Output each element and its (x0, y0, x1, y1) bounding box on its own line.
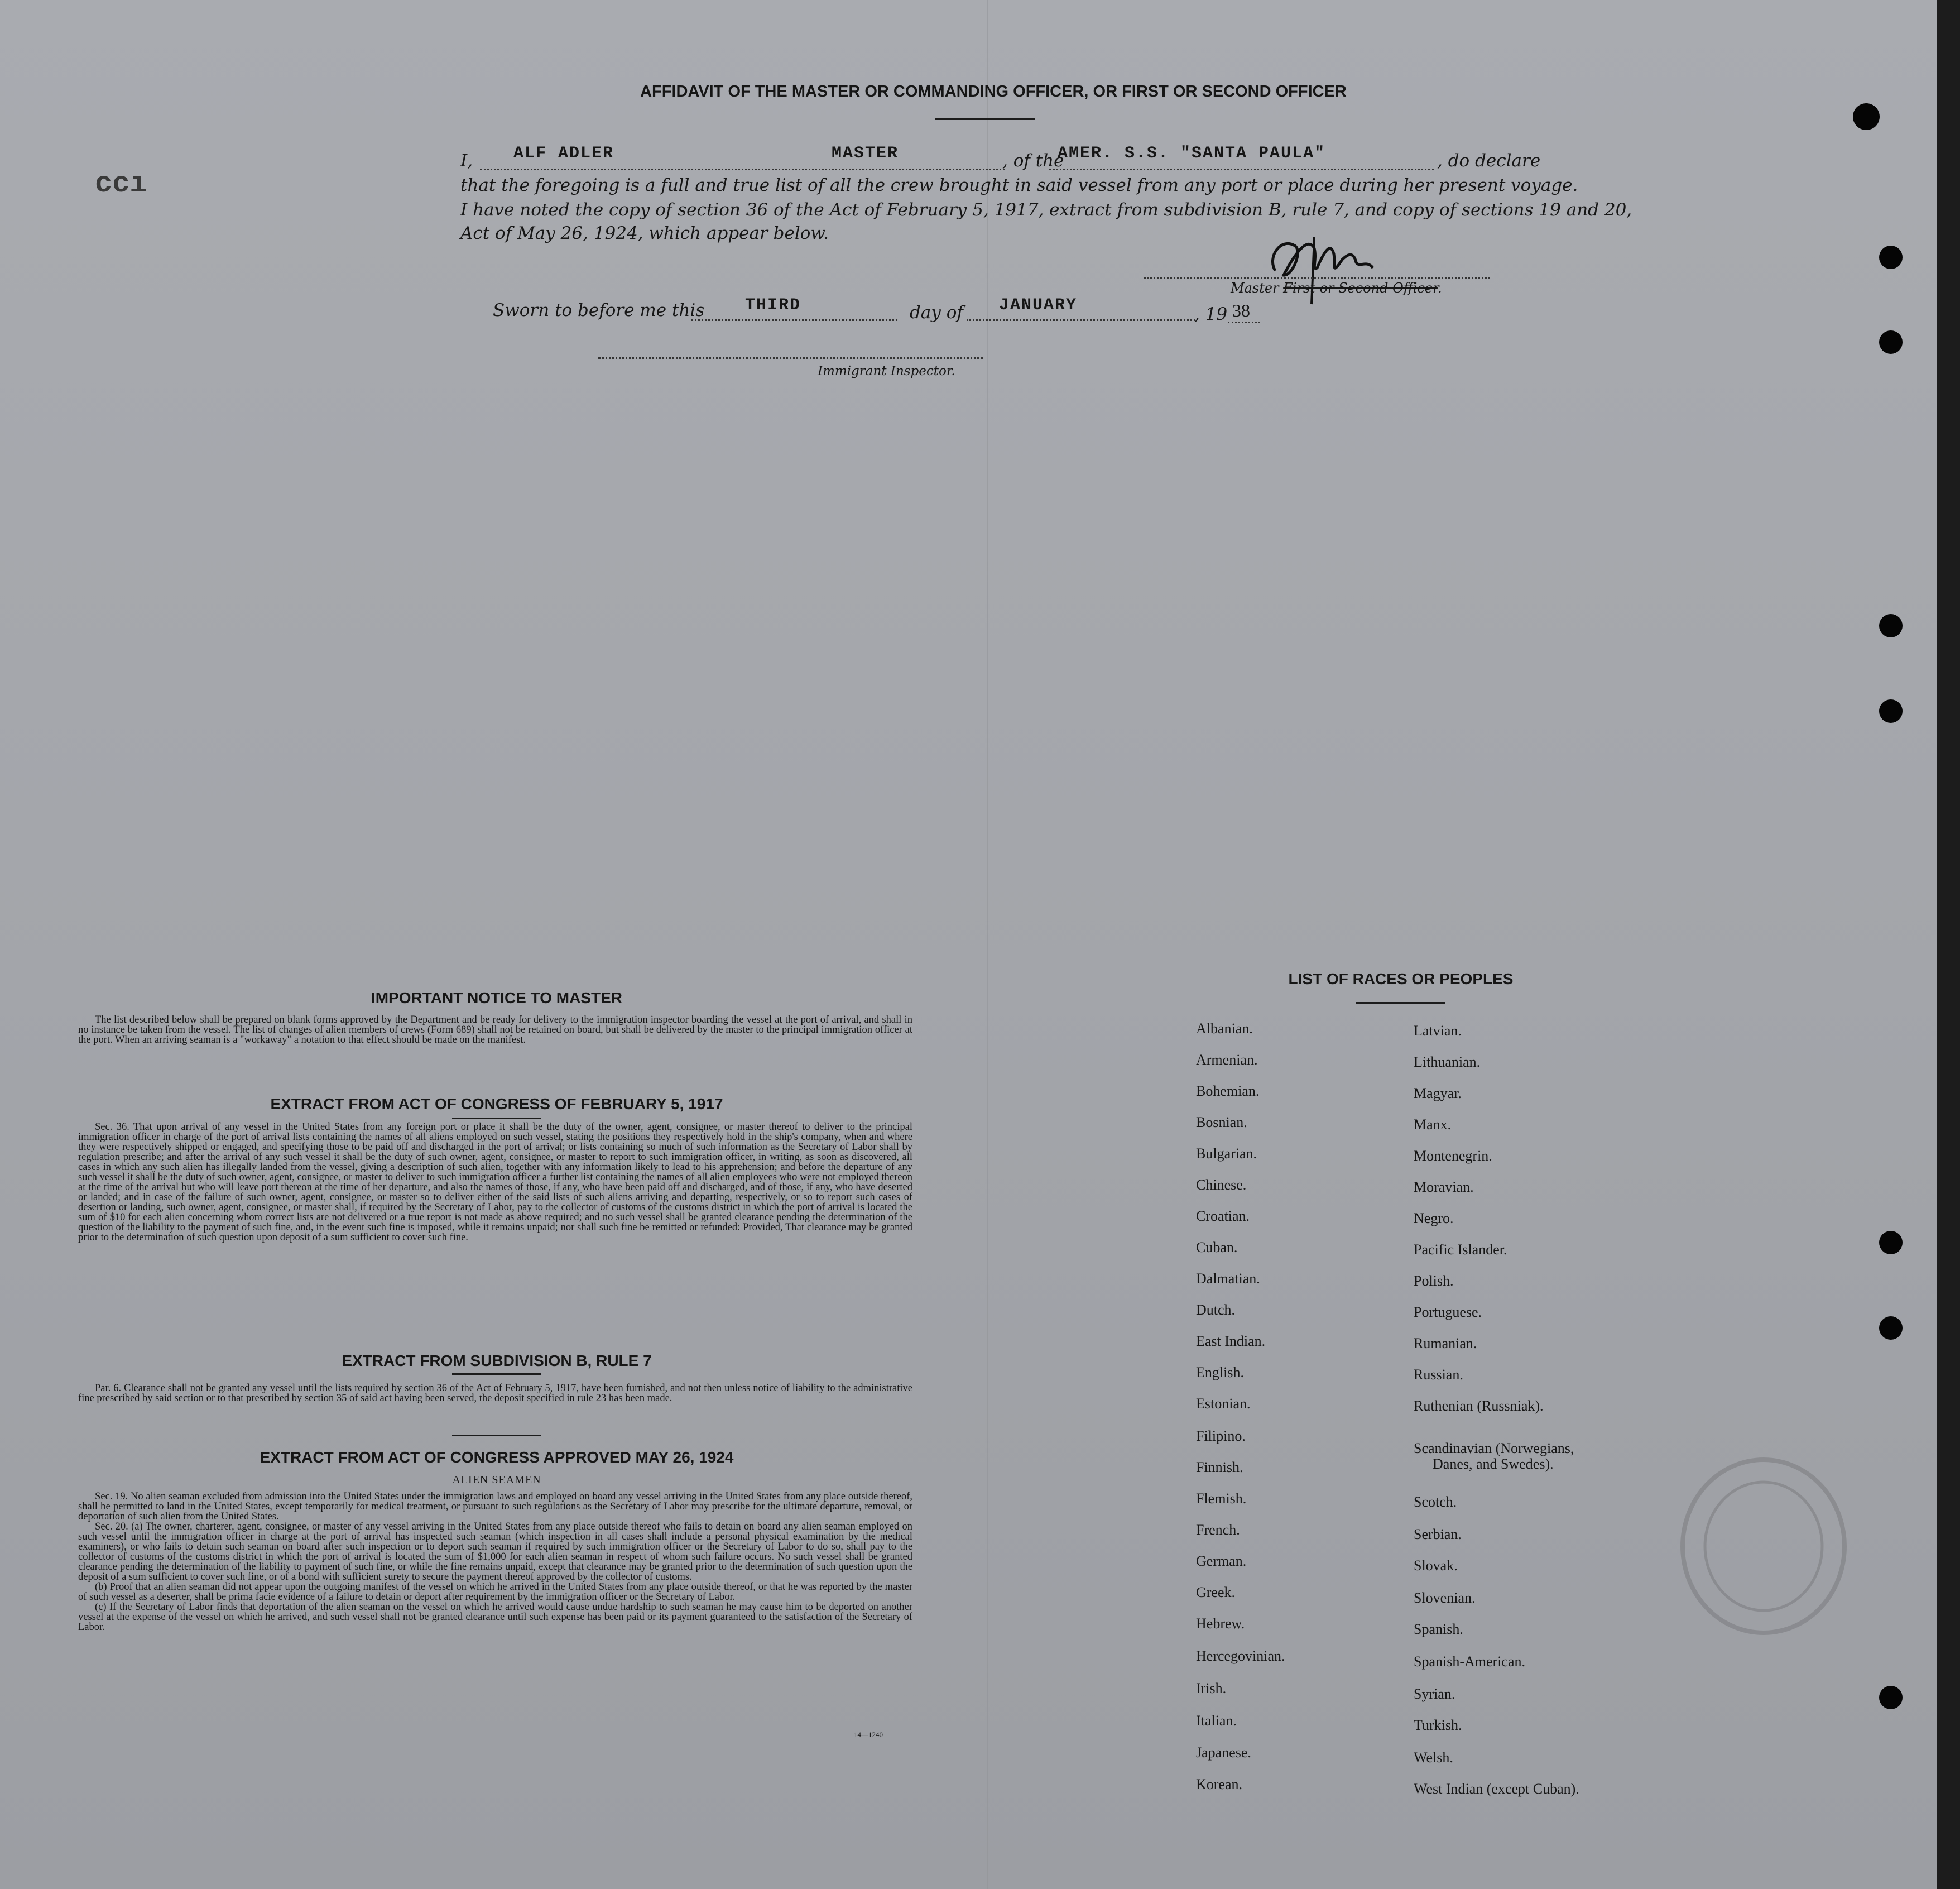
race-item: East Indian. (1196, 1333, 1266, 1349)
name-line (480, 169, 1005, 170)
race-item: Negro. (1414, 1210, 1454, 1226)
race-item: Magyar. (1414, 1085, 1462, 1101)
i-label: I, (460, 151, 473, 171)
race-item: Flemish. (1196, 1490, 1247, 1507)
affidavit-line-4: Act of May 26, 1924, which appear below. (460, 223, 829, 243)
race-item: Spanish. (1414, 1621, 1463, 1637)
race-item: West Indian (except Cuban). (1414, 1781, 1579, 1797)
race-item: Japanese. (1196, 1744, 1251, 1761)
binder-hole (1879, 246, 1903, 269)
year-prefix: , 19 (1194, 304, 1228, 324)
inspector-line (598, 357, 983, 359)
race-item: English. (1196, 1364, 1244, 1380)
master-name: ALF ADLER (513, 144, 614, 163)
race-item: Welsh. (1414, 1749, 1453, 1766)
binder-hole (1879, 1231, 1903, 1254)
race-item: Irish. (1196, 1680, 1227, 1696)
notice-heading: IMPORTANT NOTICE TO MASTER (371, 989, 623, 1006)
extract-1917-text (78, 1122, 912, 1243)
race-item: Scotch. (1414, 1494, 1457, 1510)
race-item: Armenian. (1196, 1052, 1258, 1068)
race-item: Albanian. (1196, 1020, 1253, 1037)
sworn-day: THIRD (745, 296, 801, 315)
race-item: Serbian. (1414, 1526, 1462, 1542)
race-item: Slovenian. (1414, 1590, 1476, 1606)
race-item: Slovak. (1414, 1557, 1458, 1574)
sworn-day-line (691, 319, 897, 321)
signer-master: Master (1231, 280, 1279, 296)
sworn-label: Sworn to before me this (493, 300, 705, 320)
month-line (967, 319, 1195, 321)
race-item: Syrian. (1414, 1686, 1455, 1702)
sworn-month: JANUARY (999, 296, 1078, 315)
section-20a: Sec. 20. (a) The owner, charterer, agent, consignee, or master of any vessel arriving in the United States from any place outside thereof who fails to detain on board any alien seaman employed on such vessel until the immigration officer in charge at the port of arrival has inspected such seaman (which inspection in all cases shall include a personal physical examination by the medical examiners), or who fails to detain such seaman on board after such inspection or to deport such seaman if required by such immigration officer or the Secretary of Labor to do so, shall pay to the collector of customs of the customs district in which the port of arrival is located the sum of $1,000 for each alien seaman in respect of whom such failure occurs. No such vessel shall be granted clearance pending the determination of the liability to payment of such fine, or while the fine remains unpaid, except that clearance may be granted prior to the determination of such question upon the deposit of a sum sufficient to cover such fine, or of a bond with sufficient surety to secure the payment thereof approved by the collector of customs. (78, 1521, 912, 1583)
race-item: Spanish-American. (1414, 1653, 1526, 1670)
rule7-heading: EXTRACT FROM SUBDIVISION B, RULE 7 (342, 1352, 652, 1369)
races-rule (1356, 1002, 1445, 1004)
declare-label: , do declare (1437, 151, 1541, 171)
race-item: Finnish. (1196, 1459, 1243, 1475)
race-item: Bohemian. (1196, 1083, 1260, 1099)
of-the-label: , of the (1002, 151, 1064, 171)
section-36: Sec. 36. That upon arrival of any vessel in the United States from any foreign port or place it shall be the duty of the owner, agent, consignee, or master thereof to deliver to the principal immigration officer in charge of the port of arrival lists containing the names of all aliens employed on such vessel, stating the positions they respectively hold in the ship's company, when and where they were respectively shipped or engaged, and specifying those to be paid off and discharged in the port of arrival; or lists containing so much of such information as the Secretary of Labor shall by regulation prescribe; and after the arrival of any such vessel it shall be the duty of such owner, agent, consignee, or master to report to such immigration officer, in writing, as soon as discovered, all cases in which any such alien has illegally landed from the vessel, giving a description of such alien, together with any information likely to lead to his apprehension; and before the departure of any such vessel it shall be the duty of such owner, agent, consignee, or master to deliver to such immigration officer a further list containing the names of all alien employees who were not employed thereon at the time of the arrival but who will leave port thereon at the time of her departure, and also the names of those, if any, who have been paid off and discharged, and of those, if any, who have deserted or landed; and in case of the failure of such owner, agent, consignee, or master so to deliver either of the said lists of such aliens arriving and departing, respectively, or so to report such cases of desertion or landing, such owner, agent, consignee, or master shall, if required by the Secretary of Labor, pay to the collector of customs of the customs district in which the port of arrival is located the sum of $10 for each alien concerning whom correct lists are not delivered or a true report is not made as above required; and no such vessel shall be granted clearance pending the determination of the question of the liability to the payment of such fine, and, in the event such fine is imposed, while it remains unpaid; nor shall such fine be remitted or refunded: Provided, That clearance may be granted prior to the determination of such question upon deposit of a sum sufficient to cover such fine. (78, 1121, 912, 1243)
binder-hole (1879, 330, 1903, 354)
rule7-rule (452, 1373, 541, 1375)
extract-1917-rule (452, 1118, 541, 1119)
heading-rule (935, 118, 1035, 120)
race-item: Danes, and Swedes). (1433, 1456, 1554, 1472)
race-item: Chinese. (1196, 1177, 1247, 1193)
race-item: Ruthenian (Russniak). (1414, 1398, 1544, 1414)
faded-stamp (1674, 1451, 1853, 1641)
race-item: Bosnian. (1196, 1114, 1247, 1130)
race-item: Lithuanian. (1414, 1054, 1481, 1070)
races-heading: LIST OF RACES OR PEOPLES (1288, 970, 1514, 987)
race-item: Latvian. (1414, 1023, 1462, 1039)
race-item: Manx. (1414, 1116, 1452, 1133)
race-item: Pacific Islander. (1414, 1241, 1507, 1258)
signature-line (1144, 277, 1490, 279)
binder-hole (1879, 699, 1903, 723)
form-number: 14—1240 (854, 1730, 883, 1739)
race-item: Dutch. (1196, 1302, 1236, 1318)
race-item: Korean. (1196, 1776, 1243, 1792)
race-item: Dalmatian. (1196, 1270, 1260, 1287)
vessel-line (1049, 169, 1434, 170)
race-item: Bulgarian. (1196, 1145, 1257, 1162)
inspector-label: Immigrant Inspector. (818, 364, 955, 378)
extract-1924-heading: EXTRACT FROM ACT OF CONGRESS APPROVED MAY 26, 1924 (260, 1449, 734, 1466)
affidavit-line-2: that the foregoing is a full and true list of all the crew brought in said vessel from any port or place during her present voyage. (460, 175, 1578, 195)
race-item: Russian. (1414, 1367, 1463, 1383)
race-item: Greek. (1196, 1584, 1236, 1600)
center-fold (987, 0, 988, 1889)
race-item: Portuguese. (1414, 1304, 1482, 1320)
year-suffix: 38 (1232, 300, 1250, 320)
race-item: Cuban. (1196, 1239, 1238, 1255)
section-20c: (c) If the Secretary of Labor finds that deportation of the alien seaman on the vessel on which he arrived would cause undue hardship to such seaman he may cause him to be deported on another vessel at the expense of the vessel on which he arrived, and such vessel shall not be granted clearance until such expense has been paid or its payment guaranteed to the satisfaction of the Secretary of Labor. (78, 1602, 912, 1633)
race-item: Italian. (1196, 1713, 1237, 1729)
race-item: Hercegovinian. (1196, 1648, 1285, 1664)
section-20b: (b) Proof that an alien seaman did not appear upon the outgoing manifest of the vessel on which he arrived in the United States from any place outside thereof, or that he was reported by the master of such vessel as a deserter, shall be prima facie evidence of a failure to detain or deport after requirement by the immigration officer or the Secretary of Labor. (78, 1581, 912, 1603)
binder-hole (1879, 1316, 1903, 1340)
rule7-text (78, 1383, 912, 1403)
race-item: Rumanian. (1414, 1335, 1477, 1351)
race-item: Estonian. (1196, 1396, 1251, 1412)
margin-mark: ccı (95, 167, 147, 200)
race-item: French. (1196, 1522, 1240, 1538)
section-19: Sec. 19. No alien seaman excluded from admission into the United States under the immigration laws and employed on board any vessel arriving in the United States from any place outside thereof, shall be permitted to land in the United States, except temporarily for medical treatment, or pursuant to such regulations as the Secretary of Labor may prescribe for the ultimate departure, removal, or deportation of such alien from the United States. (78, 1491, 912, 1522)
race-item: Hebrew. (1196, 1615, 1245, 1632)
race-item: German. (1196, 1553, 1247, 1569)
affidavit-heading: AFFIDAVIT OF THE MASTER OR COMMANDING OFFICER, OR FIRST OR SECOND OFFICER (640, 83, 1347, 100)
race-item: Moravian. (1414, 1179, 1474, 1195)
race-item: Filipino. (1196, 1428, 1246, 1444)
race-item: Montenegrin. (1414, 1148, 1492, 1164)
binder-hole (1853, 103, 1880, 130)
vessel-name: AMER. S.S. "SANTA PAULA" (1058, 144, 1326, 163)
race-item: Turkish. (1414, 1717, 1462, 1733)
extract-1924-rule (452, 1435, 541, 1436)
extract-1917-heading: EXTRACT FROM ACT OF CONGRESS OF FEBRUARY 5, 1917 (270, 1095, 723, 1113)
extract-1924-text (78, 1492, 912, 1632)
binder-hole (1879, 1686, 1903, 1709)
signer-struck: First or Second Officer (1283, 280, 1438, 296)
affidavit-line-3: I have noted the copy of section 36 of the Act of February 5, 1917, extract from subdivision B, rule 7, and copy of sections 19 and 20, (460, 200, 1632, 220)
year-line (1228, 322, 1260, 323)
day-of-label: day of (910, 303, 963, 323)
alien-seamen-subheading: ALIEN SEAMEN (452, 1474, 541, 1486)
notice-paragraph: The list described below shall be prepared on blank forms approved by the Department and be ready for delivery to the immigration inspector boarding the vessel at the port of arrival, and shall in no instance be taken from the vessel. The list of changes of alien members of crews (Form 689) shall not be retained on board, but shall be delivered by the master to the principal immigration officer at the port. When an arriving seaman is a "workaway" a notation to that effect should be made on the manifest. (78, 1014, 912, 1046)
signer-title: Master First or Second Officer. (1231, 280, 1442, 296)
binder-hole (1879, 614, 1903, 637)
paragraph-6: Par. 6. Clearance shall not be granted any vessel until the lists required by section 36 of the Act of February 5, 1917, have been furnished, and not then unless notice of liability to the administrative fine prescribed by said section or to that prescribed by section 35 of said act having been served, the deposit specified in rule 23 has been made. (78, 1383, 912, 1404)
master-rank: MASTER (832, 144, 899, 163)
race-item: Croatian. (1196, 1208, 1250, 1224)
race-item: Scandinavian (Norwegians, (1414, 1440, 1574, 1456)
race-item: Polish. (1414, 1273, 1454, 1289)
notice-text (78, 1015, 912, 1045)
